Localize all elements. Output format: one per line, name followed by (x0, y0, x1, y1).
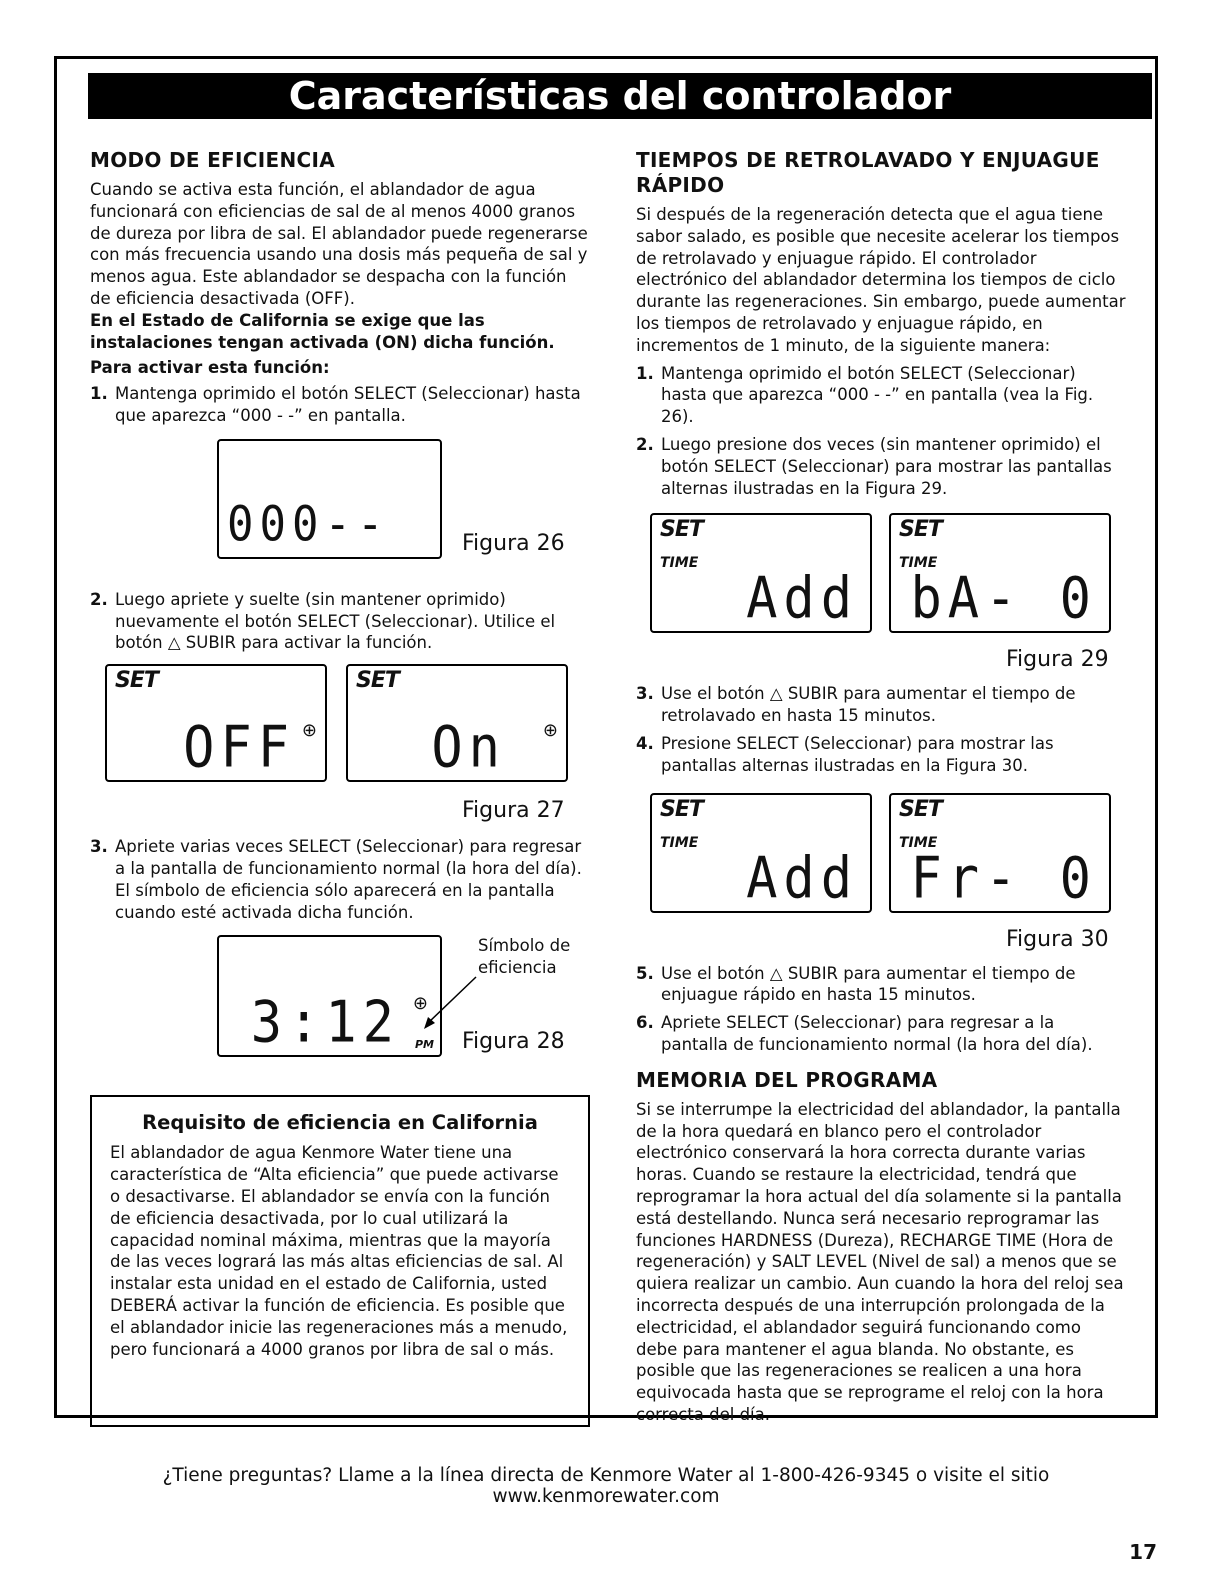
footer-help-line: ¿Tiene preguntas? Llame a la línea directa de Kenmore Water al 1-800-426-9345 o visite el sitio www.kenmorewater.com (162, 1465, 1050, 1507)
left-column (90, 148, 590, 1427)
lcd-display-clock: 3:12 ⊕ PM (217, 935, 442, 1057)
lcd-display-backwash: SET TIME bA- 0 (889, 513, 1111, 633)
efficiency-symbol-icon: ⊕ (542, 720, 558, 742)
california-requirement-body: El ablandador de agua Kenmore Water tiene una característica de “Alta eficiencia” que puede activarse o desactivarse. El ablandador se envía con la función de eficiencia desactivada, por lo cual utilizará la capacidad nominal máxima, mientras que la mayoría de las veces logrará las más altas eficiencias de sal. Al instalar esta unidad en el estado de California, usted DEBERÁ activar la función de eficiencia. Es posible que el ablandador inicie las regeneraciones más a menudo, pero funcionará a 4000 granos por libra de sal o más. (110, 1143, 568, 1359)
lcd-display-rinse: SET TIME Fr- 0 (889, 793, 1111, 913)
lcd-display-off: SET OFF ⊕ (105, 664, 327, 782)
california-requirement-box (90, 1095, 590, 1427)
lcd-display-add: SET TIME Add (650, 513, 872, 633)
backwash-step-1: 1. Mantenga oprimido el botón SELECT (Seleccionar) hasta que aparezca “000 - -” en pantalla (vea la Fig. 26). (636, 363, 1094, 427)
backwash-heading: TIEMPOS DE RETROLAVADO Y ENJUAGUE RÁPIDO (636, 148, 1100, 197)
figure-29-label: Figura 29 (1006, 647, 1109, 673)
figure-27-label: Figura 27 (462, 798, 565, 824)
backwash-step-6: 6. Apriete SELECT (Seleccionar) para regresar a la pantalla de funcionamiento normal (la hora del día). (636, 1013, 1093, 1054)
lcd-display: 000-- (217, 439, 442, 559)
efficiency-symbol-callout: Símbolo de eficiencia (478, 936, 571, 978)
efficiency-heading: MODO DE EFICIENCIA (90, 148, 335, 172)
efficiency-california-note: En el Estado de California se exige que las instalaciones tengan activada (ON) dicha función. (90, 310, 555, 352)
backwash-body: Si después de la regeneración detecta que el agua tiene sabor salado, es posible que necesite acelerar los tiempos de retrolavado y enjuague rápido. El controlador electrónico del ablandador determina los tiempos de ciclo durante las regeneraciones. Sin embargo, puede aumentar los tiempos de retrolavado y enjuague rápido, en incrementos de 1 minuto, de la siguiente manera: (636, 205, 1126, 355)
right-column (636, 148, 1126, 1426)
efficiency-step-3: 3. Apriete varias veces SELECT (Seleccionar) para regresar a la pantalla de funcionamiento normal (la hora del día). El símbolo de eficiencia sólo aparecerá en la pantalla cuando esté activada dicha función. (90, 837, 582, 922)
lcd-display-add: SET TIME Add (650, 793, 872, 913)
figure-28 (90, 935, 590, 1067)
memory-heading: MEMORIA DEL PROGRAMA (636, 1067, 938, 1092)
efficiency-subheading: Para activar esta función: (90, 358, 330, 378)
lcd-display-on: SET On ⊕ (346, 664, 568, 782)
figure-27 (90, 664, 590, 854)
efficiency-step-1: 1. Mantenga oprimido el botón SELECT (Seleccionar) hasta que aparezca “000 - -” en pantalla. (90, 384, 581, 425)
backwash-step-2: 2. Luego presione dos veces (sin mantener oprimido) el botón SELECT (Seleccionar) para mostrar las pantallas alternas ilustradas en la Figura 29. (636, 434, 1112, 498)
backwash-step-3: 3. Use el botón △ SUBIR para aumentar el tiempo de retrolavado en hasta 15 minutos. (636, 684, 1076, 726)
page-number: 17 (1129, 1540, 1157, 1564)
figure-28-label: Figura 28 (462, 1029, 565, 1055)
figure-30 (636, 793, 1126, 963)
backwash-step-5: 5. Use el botón △ SUBIR para aumentar el tiempo de enjuague rápido en hasta 15 minutos. (636, 963, 1076, 1005)
figure-26 (90, 439, 590, 589)
figure-26-label: Figura 26 (462, 530, 565, 556)
efficiency-step-2: 2. Luego apriete y suelte (sin mantener oprimido) nuevamente el botón SELECT (Seleccionar). Utilice el botón △ SUBIR para activar la función. (90, 589, 556, 653)
efficiency-body: Cuando se activa esta función, el ablandador de agua funcionará con eficiencias de sal de al menos 4000 granos de dureza por libra de sal. El ablandador puede regenerarse con más frecuencia usando una dosis más pequeña de sal y menos agua. Este ablandador se despacha con la función de eficiencia desactivada (OFF). (90, 180, 588, 308)
backwash-step-4: 4. Presione SELECT (Seleccionar) para mostrar las pantallas alternas ilustradas en la Figura 30. (636, 733, 1054, 775)
figure-29 (636, 513, 1126, 683)
figure-30-label: Figura 30 (1006, 926, 1109, 952)
memory-body: Si se interrumpe la electricidad del ablandador, la pantalla de la hora quedará en blanco pero el controlador electrónico conservará la hora correcta durante varias horas. Cuando se restaure la electricidad, tendrá que reprogramar la hora actual del día solamente si la pantalla está destellando. Nunca será necesario reprogramar las funciones HARDNESS (Dureza), RECHARGE TIME (Hora de regeneración) y SALT LEVEL (Nivel de sal) a menos que se quiera realizar un cambio. Aun cuando la hora del reloj sea incorrecta después de una interrupción prolongada de la electricidad, el ablandador seguirá funcionando como debe para mantener el agua blanda. No obstante, es posible que las regeneraciones se realicen a una hora equivocada hasta que se reprograme el reloj con la hora correcta del día. (636, 1099, 1124, 1424)
page-title: Características del controlador (88, 73, 1152, 119)
california-requirement-heading: Requisito de eficiencia en California (142, 1111, 538, 1135)
efficiency-symbol-icon: ⊕ (412, 993, 428, 1015)
efficiency-symbol-icon: ⊕ (301, 720, 317, 742)
callout-arrow (420, 975, 480, 1035)
